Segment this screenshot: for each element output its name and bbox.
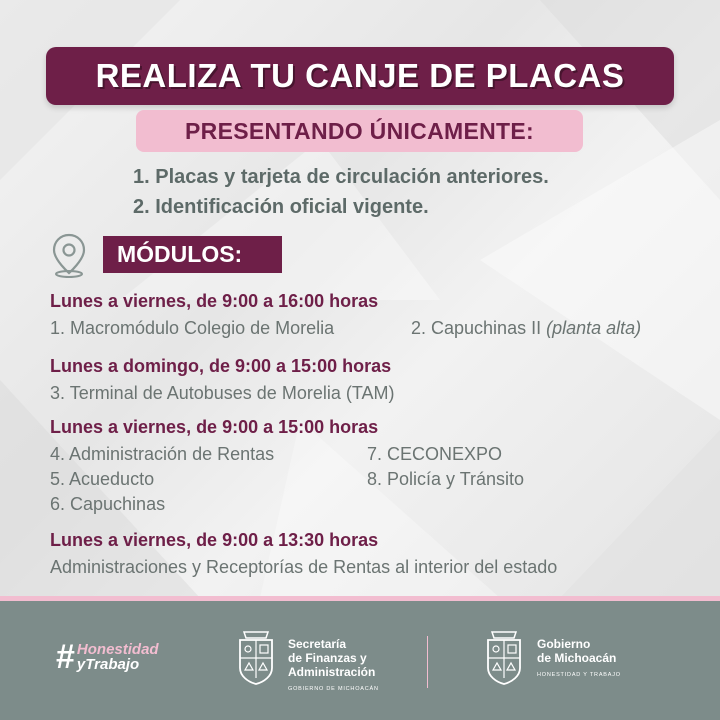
- subtitle-banner: [136, 110, 583, 152]
- schedule-heading-3: Lunes a viernes, de 9:00 a 15:00 horas: [50, 417, 379, 437]
- org-gobierno-line-1: Gobierno: [537, 637, 591, 651]
- modules-banner: [103, 236, 282, 273]
- hashtag-line-1: Honestidad: [76, 641, 159, 658]
- location-5: 5. Acueducto: [50, 469, 155, 489]
- modules-heading: MÓDULOS:: [117, 241, 243, 267]
- schedule-heading-2: Lunes a domingo, de 9:00 a 15:00 horas: [50, 356, 392, 376]
- location-2-name: 2. Capuchinas II: [411, 318, 542, 338]
- location-6: 6. Capuchinas: [50, 494, 166, 514]
- page-title: REALIZA TU CANJE DE PLACAS: [95, 57, 625, 94]
- org-secretaria-line-1: Secretaría: [288, 637, 347, 651]
- coat-of-arms-icon: [484, 628, 524, 686]
- schedule-heading-4: Lunes a viernes, de 9:00 a 13:30 horas: [50, 530, 379, 550]
- org-secretaria-line-3: Administración: [288, 665, 376, 679]
- hashtag-line-2: yTrabajo: [76, 656, 140, 673]
- location-8: 8. Policía y Tránsito: [367, 469, 525, 489]
- schedule-heading-1: Lunes a viernes, de 9:00 a 16:00 horas: [50, 291, 379, 311]
- org-secretaria: [288, 637, 379, 696]
- title-banner: [46, 47, 674, 105]
- location-2-note: (planta alta): [546, 318, 642, 338]
- location-pin-icon: [50, 233, 88, 279]
- org-secretaria-line-2: de Finanzas y: [288, 651, 367, 665]
- location-2: [411, 318, 641, 339]
- requirement-1: 1. Placas y tarjeta de circulación anteriores.: [133, 166, 549, 188]
- hashtag-symbol: #: [56, 638, 75, 676]
- org-gobierno: [537, 637, 621, 682]
- footer-divider: [427, 636, 428, 688]
- org-gobierno-tag: HONESTIDAD Y TRABAJO: [537, 672, 621, 678]
- requirement-2: 2. Identificación oficial vigente.: [133, 196, 429, 218]
- location-1: 1. Macromódulo Colegio de Morelia: [50, 318, 335, 338]
- location-3: 3. Terminal de Autobuses de Morelia (TAM): [50, 383, 395, 403]
- hashtag: [56, 640, 159, 674]
- subtitle: PRESENTANDO ÚNICAMENTE:: [185, 117, 534, 144]
- coat-of-arms-icon: [236, 628, 276, 686]
- location-interior: Administraciones y Receptorías de Rentas al interior del estado: [50, 557, 558, 577]
- org-secretaria-tag: GOBIERNO DE MICHOACÁN: [288, 686, 379, 692]
- location-4: 4. Administración de Rentas: [50, 444, 275, 464]
- org-gobierno-line-2: de Michoacán: [537, 651, 617, 665]
- location-7: 7. CECONEXPO: [367, 444, 503, 464]
